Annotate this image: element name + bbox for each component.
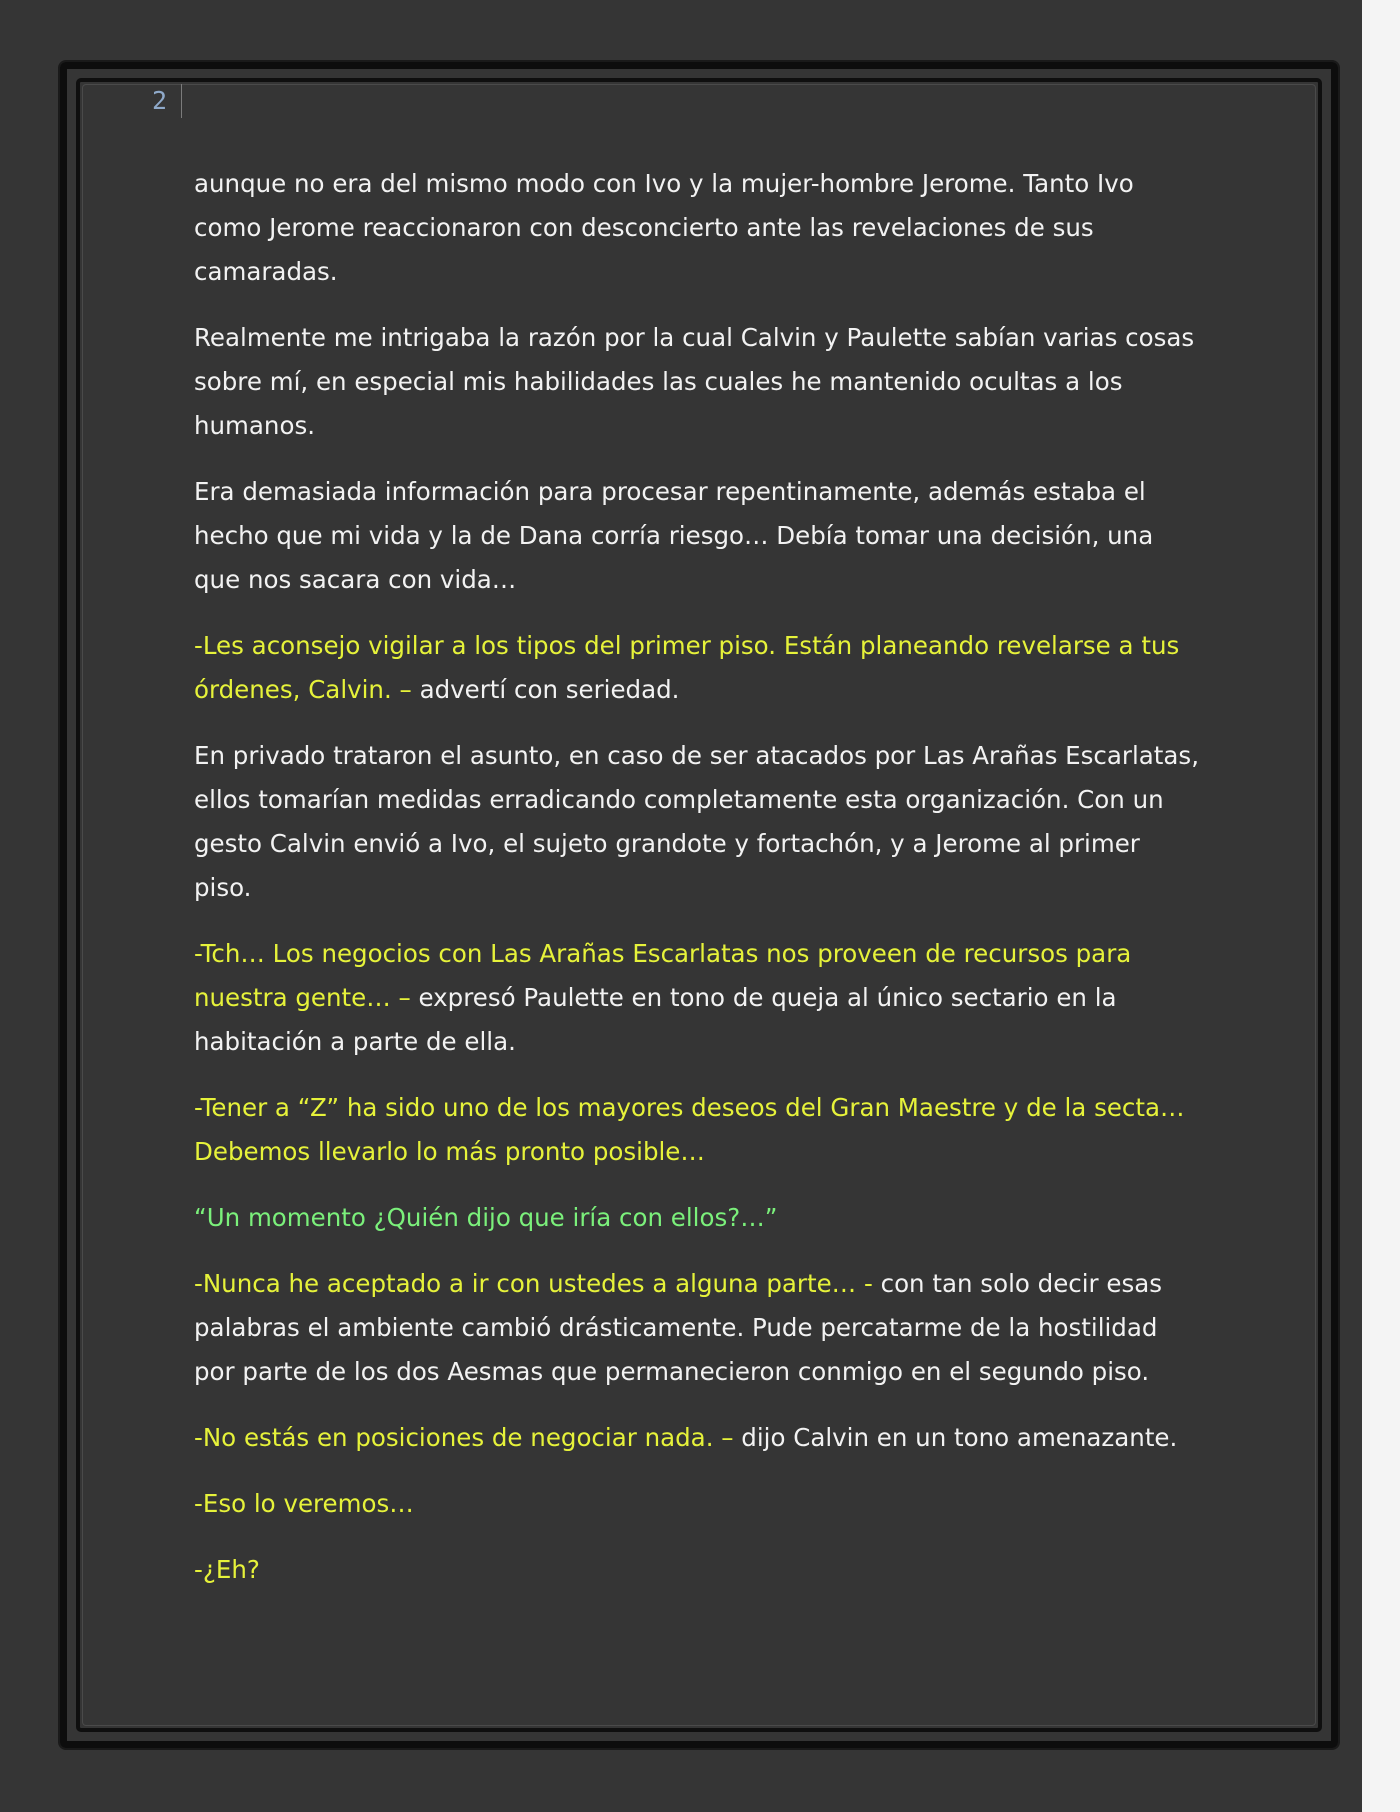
dialogue: -Eso lo veremos… xyxy=(194,1489,414,1518)
page-number-divider xyxy=(181,84,182,118)
dialogue: -Tch… Los negocios con Las Arañas Escarlatas nos proveen de recursos para nuestra gente… – xyxy=(194,939,1132,1012)
paragraph-2 xyxy=(194,316,1204,448)
narration: con tan solo decir esas palabras el ambiente cambió drásticamente. Pude percatarme de la hostilidad por parte de los dos Aesmas que permanecieron conmigo en el segundo piso. xyxy=(194,1269,1163,1386)
paragraph-3 xyxy=(194,470,1204,602)
paragraph-10 xyxy=(194,1416,1204,1460)
dialogue: -Les aconsejo vigilar a los tipos del primer piso. Están planeando revelarse a tus órdenes, Calvin. – xyxy=(194,631,1180,704)
story-text xyxy=(194,162,1204,1614)
narration: Era demasiada información para procesar repentinamente, además estaba el hecho que mi vida y la de Dana corría riesgo… Debía tomar una decisión, una que nos sacara con vida… xyxy=(194,477,1154,594)
paragraph-4 xyxy=(194,624,1204,712)
narration: Realmente me intrigaba la razón por la cual Calvin y Paulette sabían varias cosas sobre mí, en especial mis habilidades las cuales he mantenido ocultas a los humanos. xyxy=(194,323,1195,440)
narration: En privado trataron el asunto, en caso de ser atacados por Las Arañas Escarlatas, ellos tomarían medidas erradicando completamente esta organización. Con un gesto Calvin envió a Ivo, el sujeto grandote y fortachón, y a Jerome al primer piso. xyxy=(194,741,1199,902)
dialogue: -No estás en posiciones de negociar nada. – xyxy=(194,1423,734,1452)
dialogue: -Nunca he aceptado a ir con ustedes a alguna parte… - xyxy=(194,1269,873,1298)
paragraph-12 xyxy=(194,1548,1204,1592)
paragraph-9 xyxy=(194,1262,1204,1394)
page-number: 2 xyxy=(152,86,168,115)
dialogue: -¿Eh? xyxy=(194,1555,260,1584)
paragraph-11 xyxy=(194,1482,1204,1526)
dialogue: -Tener a “Z” ha sido uno de los mayores deseos del Gran Maestre y de la secta… Debemos llevarlo lo más pronto posible… xyxy=(194,1093,1185,1166)
narration: aunque no era del mismo modo con Ivo y la mujer-hombre Jerome. Tanto Ivo como Jerome reaccionaron con desconcierto ante las revelaciones de sus camaradas. xyxy=(194,169,1134,286)
narration: expresó Paulette en tono de queja al único sectario en la habitación a parte de ella. xyxy=(194,983,1117,1056)
narration: advertí con seriedad. xyxy=(411,675,680,704)
thought: “Un momento ¿Quién dijo que iría con ellos?…” xyxy=(194,1203,778,1232)
paragraph-6 xyxy=(194,932,1204,1064)
paragraph-5 xyxy=(194,734,1204,910)
paragraph-1 xyxy=(194,162,1204,294)
paragraph-7 xyxy=(194,1086,1204,1174)
narration: dijo Calvin en un tono amenazante. xyxy=(733,1423,1178,1452)
paragraph-8 xyxy=(194,1196,1204,1240)
